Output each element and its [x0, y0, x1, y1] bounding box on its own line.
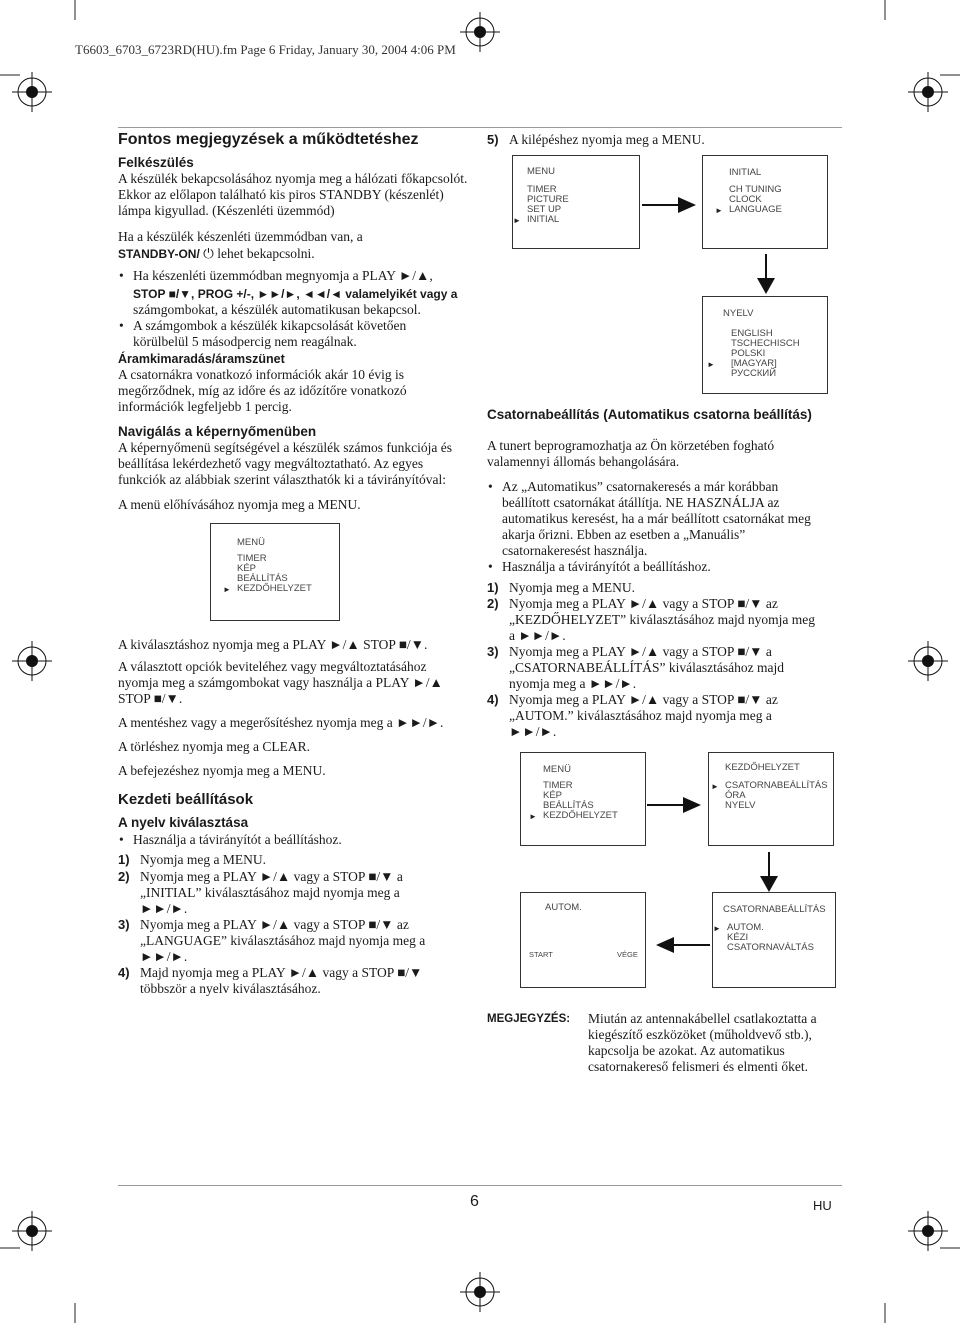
channel-bullet-2: • Használja a távirányítót a beállításhoz. [502, 559, 711, 575]
menu-item[interactable]: PICTURE [527, 194, 569, 205]
menu-item[interactable]: TIMER [527, 184, 557, 195]
menu-box-csatorna [712, 892, 836, 988]
menu-item-label: LANGUAGE [729, 204, 782, 215]
step-text: ►►/►. [140, 901, 188, 916]
input-line-2: nyomja meg a számgombokat vagy használja a PLAY ►/▲ [118, 675, 443, 690]
note-line-1: Miután az antennakábellel csatlakoztatta a [588, 1011, 817, 1026]
reg-circle-bottom [460, 1272, 500, 1312]
menu-box-items [715, 185, 782, 215]
menu-item[interactable]: NYELV [725, 800, 756, 811]
step-number: 4) [118, 965, 130, 980]
note-line-4: csatornakereső felismeri és elmenti őket. [588, 1059, 809, 1074]
nav-paragraph: A képernyőmenü segítségével a készülék számos funkciója és beállítása lekérdezhető vagy megváltoztatható. Az egyes funkciók az alábbiak szerint választhatók ki a távirányítóval: [118, 440, 453, 487]
menu-box-initial [702, 155, 828, 249]
menu-item[interactable]: ÓRA [725, 790, 746, 801]
menu-box-title: MENÜ [543, 764, 571, 775]
chan-step-2 [487, 596, 816, 644]
menu-item[interactable]: BEÁLLÍTÁS [237, 573, 288, 584]
menu-box-items [707, 328, 800, 379]
chan-step-4 [487, 692, 778, 740]
menu-item[interactable]: SET UP [527, 204, 562, 215]
menu-box-items [713, 923, 814, 953]
lang-step-3 [118, 917, 426, 965]
language-code: HU [813, 1198, 832, 1213]
standby-key: STANDBY-ON/ [118, 247, 200, 261]
initial-title: Kezdeti beállítások [118, 791, 254, 808]
menu-item[interactable]: KÉP [237, 563, 257, 574]
step-number: 5) [487, 132, 499, 147]
step-text: „KEZDŐHELYZET” kiválasztásához majd nyomja meg [509, 612, 816, 627]
lang-bullet: • Használja a távirányítót a beállításhoz. [133, 832, 342, 848]
reg-circle-bl [12, 1211, 52, 1251]
step-text: Nyomja meg a PLAY ►/▲ vagy a STOP ■/▼ a [509, 644, 772, 659]
menu-item[interactable]: CLOCK [729, 194, 762, 205]
menu-item-selected[interactable] [715, 205, 782, 215]
step-text: Nyomja meg a PLAY ►/▲ vagy a STOP ■/▼ a [140, 869, 403, 884]
channel-paragraph: A tunert beprogramozhatja az Ön körzetében fogható valamennyi állomás behangolására. [487, 438, 775, 469]
cursor-icon: ► [707, 360, 715, 369]
prep-paragraph-2b-text: lehet bekapcsolni. [217, 246, 315, 261]
menu-box-title: AUTOM. [545, 902, 582, 913]
reg-circle-tr [908, 72, 948, 112]
menu-item[interactable]: KÉZI [727, 932, 749, 943]
power-icon: ⏻ [199, 246, 218, 261]
menu-box-title: NYELV [723, 308, 754, 319]
step-text: Nyomja meg a PLAY ►/▲ vagy a STOP ■/▼ az [509, 692, 778, 707]
menu-item-selected[interactable] [223, 584, 312, 594]
menu-box-items [529, 781, 618, 821]
bottom-rule [118, 1185, 842, 1186]
start-label: START [529, 950, 553, 959]
menu-item-label: AUTOM. [727, 922, 764, 933]
menu-box-items [711, 781, 828, 811]
menu-box-language [702, 296, 828, 394]
channel-bullet-1: • Az „Automatikus” csatornakeresés a már korábban [502, 479, 778, 495]
input-line-3: STOP ■/▼. [118, 691, 183, 706]
menu-item[interactable]: CH TUNING [729, 184, 782, 195]
nav-title: Navigálás a képernyőmenüben [118, 424, 317, 439]
step-number: 4) [487, 692, 499, 707]
step-text: Nyomja meg a MENU. [509, 580, 635, 595]
step-number: 3) [487, 644, 499, 659]
menu-item-label: KEZDŐHELYZET [237, 583, 312, 594]
menu-item[interactable]: ENGLISH [731, 328, 773, 339]
step-text: „CSATORNABEÁLLÍTÁS” kiválasztásához majd [509, 660, 784, 675]
menu-item-selected[interactable] [529, 811, 618, 821]
save-line: A mentéshez vagy a megerősítéshez nyomja meg a ►►/►. [118, 715, 444, 730]
menu-item-label: [MAGYAR] [731, 358, 777, 369]
cursor-icon: ► [713, 924, 721, 933]
menu-item[interactable]: KÉP [543, 790, 563, 801]
step-text: „LANGUAGE” kiválasztásához majd nyomja meg a [140, 933, 426, 948]
cursor-icon: ► [711, 782, 719, 791]
prep-paragraph: A készülék bekapcsolásához nyomja meg a hálózati főkapcsolót. Ekkor az előlapon található kis piros STANDBY (készenlét) lámpa kigyullad. (Készenléti üzemmód) [118, 171, 468, 218]
step-text: ►►/►. [140, 949, 188, 964]
reg-circle-top [460, 12, 500, 52]
menu-item-label: CSATORNABEÁLLÍTÁS [725, 780, 828, 791]
progress-track [529, 940, 637, 946]
menu-box-title: MENÜ [237, 537, 265, 548]
step-number: 1) [487, 580, 499, 595]
input-line-1: A választott opciók beviteléhez vagy megváltoztatásához [118, 659, 427, 674]
prep-title: Felkészülés [118, 155, 194, 170]
note-label: MEGJEGYZÉS: [487, 1013, 571, 1025]
step-text: a ►►/►. [509, 628, 566, 643]
channel-bullet-1-l5: csatornakeresést használja. [502, 543, 648, 558]
section-title: Fontos megjegyzések a működtetéshez [118, 131, 419, 148]
bullet-autoon-3: számgombokat, a készülék automatikusan bekapcsol. [133, 302, 421, 317]
cursor-icon: ► [513, 216, 521, 225]
arrow-down-icon [754, 252, 778, 296]
menu-box-items [513, 185, 569, 225]
menu-box-kezdohelyzet [708, 752, 834, 846]
top-rule [118, 127, 842, 128]
channel-title: Csatornabeállítás (Automatikus csatorna beállítás) [487, 407, 812, 422]
channel-bullet-1-l3: automatikus keresést, ha a már beállított csatornákat meg [502, 511, 811, 526]
menu-item-selected[interactable] [513, 215, 569, 225]
menu-box-hu-left [210, 523, 340, 621]
lang-step-2 [118, 869, 403, 917]
menu-box-items [223, 554, 312, 594]
prep-paragraph-2b [118, 246, 315, 262]
cursor-icon: ► [715, 206, 723, 215]
note-line-2: kiegészítő eszközöket (műholdvevő stb.), [588, 1027, 812, 1042]
chan-step-1 [487, 580, 635, 596]
step-number: 1) [118, 852, 130, 867]
channel-bullet-1-l2: beállított csatornákat átállítja. NE HASZNÁLJA az [502, 495, 780, 510]
menu-item-label: INITIAL [527, 214, 560, 225]
step-text: ►►/►. [509, 724, 557, 739]
menu-item[interactable]: TSCHECHISCH [731, 338, 800, 349]
step-number: 2) [118, 869, 130, 884]
lang-step-4 [118, 965, 423, 997]
step-number: 2) [487, 596, 499, 611]
reg-circle-tl [12, 72, 52, 112]
menu-box-title: INITIAL [729, 167, 762, 178]
menu-box-auto [520, 892, 646, 988]
lang-step-1 [118, 852, 266, 868]
reg-circle-br [908, 1211, 948, 1251]
menu-box-title: MENU [527, 166, 555, 177]
select-line: A kiválasztáshoz nyomja meg a PLAY ►/▲ STOP ■/▼. [118, 637, 428, 652]
step-text: Majd nyomja meg a PLAY ►/▲ vagy a STOP ■/▼ [140, 965, 423, 980]
chan-step-3 [487, 644, 784, 692]
arrow-right-icon [640, 193, 700, 217]
step-text: Nyomja meg a MENU. [140, 852, 266, 867]
menu-item[interactable]: POLSKI [731, 348, 766, 359]
reg-circle-right [908, 641, 948, 681]
step-text: „AUTOM.” kiválasztásához majd nyomja meg a [509, 708, 772, 723]
step-text: nyomja meg a ►►/►. [509, 676, 637, 691]
channel-bullet-1-l4: akarja őrizni. Ebben az esetben a „Manuális” [502, 527, 746, 542]
step-number: 3) [118, 917, 130, 932]
step-text: többször a nyelv kiválasztásához. [140, 981, 321, 996]
menu-item-label: KEZDŐHELYZET [543, 810, 618, 821]
cursor-icon: ► [529, 812, 537, 821]
menu-item[interactable]: РУССКИЙ [731, 368, 777, 379]
menu-item[interactable]: BEÁLLÍTÁS [543, 800, 594, 811]
power-paragraph: A csatornákra vonatkozó információk akár 10 évig is megőrződnek, míg az időre és az időzítőre vonatkozó információk legfeljebb 1 percig. [118, 367, 407, 414]
prep-paragraph-2: Ha a készülék készenléti üzemmódban van, a [118, 229, 363, 244]
file-header: T6603_6703_6723RD(HU).fm Page 6 Friday, January 30, 2004 4:06 PM [75, 42, 456, 57]
page-number: 6 [470, 1193, 479, 1210]
reg-circle-left [12, 641, 52, 681]
menu-box-en [512, 155, 640, 249]
exit-step-5 [487, 132, 705, 148]
menu-item[interactable]: TIMER [543, 780, 573, 791]
step-text: A kilépéshez nyomja meg a MENU. [509, 132, 705, 147]
menu-box-title: CSATORNABEÁLLÍTÁS [723, 904, 826, 915]
bullet-numkeys-2: körülbelül 5 másodpercig nem reagálnak. [133, 334, 357, 349]
menu-box-title: KEZDŐHELYZET [725, 762, 800, 773]
bullet-autoon-2: STOP ■/▼, PROG +/-, ►►/►, ◄◄/◄ valamelyikét vagy a [133, 287, 458, 301]
cursor-icon: ► [223, 585, 231, 594]
exit-line: A befejezéshez nyomja meg a MENU. [118, 763, 326, 778]
power-title: Áramkimaradás/áramszünet [118, 352, 285, 366]
menu-item[interactable]: TIMER [237, 553, 267, 564]
end-label: VÉGE [617, 950, 638, 959]
bullet-autoon-1: • Ha készenléti üzemmódban megnyomja a PLAY ►/▲, [133, 268, 433, 284]
menu-item[interactable]: CSATORNAVÁLTÁS [727, 942, 814, 953]
menu-box-hu-right [520, 752, 646, 846]
note-line-3: kapcsolja be azokat. Az automatikus [588, 1043, 785, 1058]
clear-line: A törléshez nyomja meg a CLEAR. [118, 739, 310, 754]
bullet-numkeys-1: • A számgombok a készülék kikapcsolását követően [133, 318, 406, 334]
step-text: Nyomja meg a PLAY ►/▲ vagy a STOP ■/▼ az [140, 917, 409, 932]
step-text: „INITIAL” kiválasztásához majd nyomja meg a [140, 885, 400, 900]
arrow-right-icon [645, 793, 705, 817]
menu-call-line: A menü előhívásához nyomja meg a MENU. [118, 497, 361, 512]
lang-title: A nyelv kiválasztása [118, 815, 249, 830]
step-text: Nyomja meg a PLAY ►/▲ vagy a STOP ■/▼ az [509, 596, 778, 611]
arrow-down-icon [757, 850, 781, 894]
arrow-left-icon [652, 933, 712, 957]
